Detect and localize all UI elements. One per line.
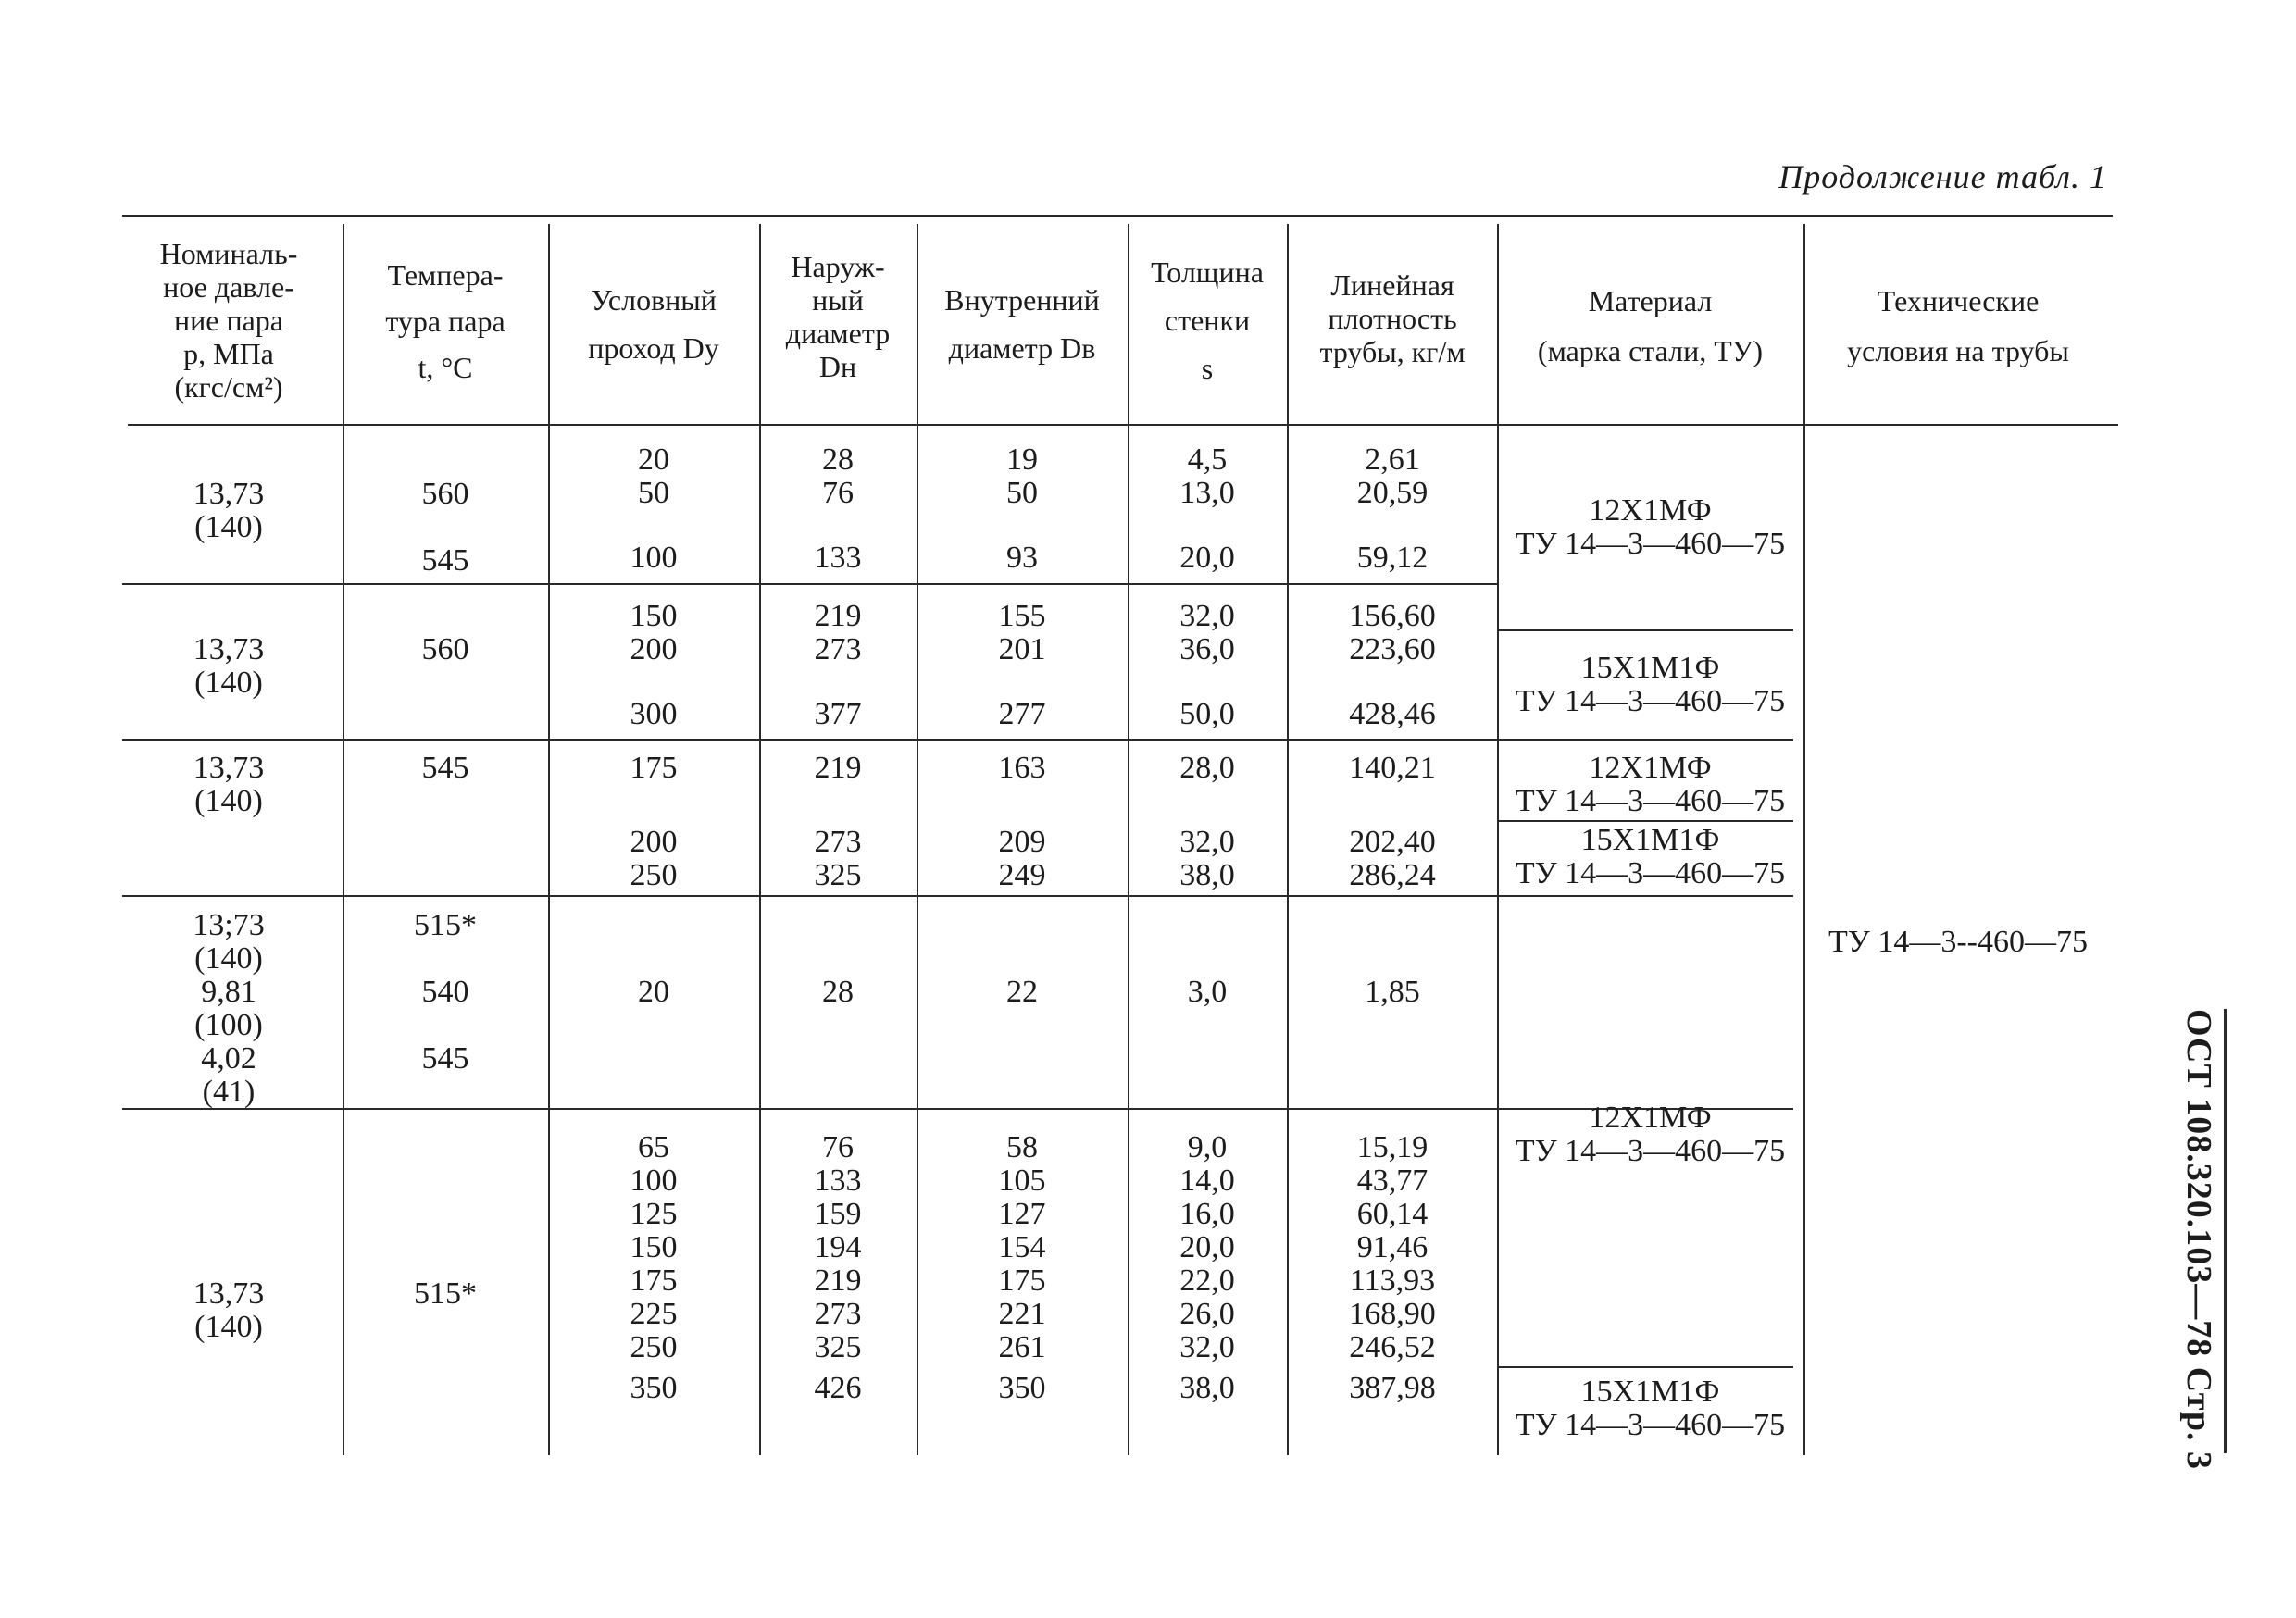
header-linear-density: Линейная плотность трубы, кг/м — [1319, 268, 1466, 368]
nominal-bore-column: 20 50 100 — [630, 442, 678, 575]
header-inner-diameter: Внутренний диаметр Dв — [944, 283, 1100, 365]
pressure-cell: 13,73 (140) — [193, 632, 265, 700]
temperature-cell: 545 — [421, 751, 469, 785]
pressure-cell: 13,73 (140) — [193, 477, 265, 544]
table-caption: Продолжение табл. 1 — [1778, 158, 2107, 195]
pressure-cell: 13,73 (140) — [193, 1276, 265, 1344]
material-divider — [1497, 739, 1793, 741]
temperature-cell: 540 — [421, 975, 469, 1009]
temperature-cell: 515* — [414, 908, 477, 942]
header-material: Материал (марка стали, ТУ) — [1537, 284, 1764, 367]
header-outer-diameter: Наруж- ный диаметр Dн — [785, 250, 891, 383]
outer-diameter-column: 76 133 159 194 219 273 325 426 — [814, 1130, 862, 1405]
material-cell: 12Х1МФ ТУ 14—3—460—75 — [1515, 751, 1786, 818]
column-rule — [343, 224, 344, 1455]
outer-diameter-column: 28 76 133 — [814, 442, 862, 575]
inner-diameter-column: 163 209 249 — [998, 751, 1046, 892]
material-cell: 12Х1МФ ТУ 14—3—460—75 — [1515, 1101, 1786, 1168]
temperature-cell: 515* — [414, 1276, 477, 1311]
outer-diameter-column: 219 273 377 — [814, 599, 862, 731]
linear-density-column: 156,60 223,60 428,46 — [1349, 599, 1436, 731]
inner-diameter-column: 19 50 93 — [1006, 442, 1038, 575]
header-temperature: Темпера- тура пара t, °C — [385, 258, 505, 384]
group-divider — [122, 895, 1497, 897]
header-bottom-rule — [128, 424, 2118, 426]
linear-density-column: 2,61 20,59 59,12 — [1356, 442, 1429, 575]
pressure-cell: 13;73 (140) 9,81 (100) 4,02 (41) — [193, 908, 265, 1109]
inner-diameter-column: 58 105 127 154 175 221 261 350 — [998, 1130, 1046, 1405]
column-rule — [1803, 224, 1805, 1455]
material-cell: 15Х1М1Ф ТУ 14—3—460—75 — [1515, 1375, 1786, 1442]
wall-thickness-column: 28,0 32,0 38,0 — [1179, 751, 1235, 892]
document-side-label: ОСТ 108.320.103—78 Стр. 3 — [2179, 1009, 2218, 1471]
wall-thickness-column: 4,5 13,0 20,0 — [1179, 442, 1235, 575]
nominal-bore-column: 175 200 250 — [630, 751, 678, 892]
material-divider — [1497, 629, 1793, 631]
header-wall-thickness: Толщина стенки s — [1151, 255, 1264, 385]
nominal-bore-cell: 20 — [638, 975, 669, 1009]
nominal-bore-column: 150 200 300 — [630, 599, 678, 731]
material-cell: 15Х1М1Ф ТУ 14—3—460—75 — [1515, 651, 1786, 718]
wall-thickness-column: 32,0 36,0 50,0 — [1179, 599, 1235, 731]
linear-density-column: 15,19 43,77 60,14 91,46 113,93 168,90 246,52 387,98 — [1349, 1130, 1436, 1405]
wall-thickness-cell: 3,0 — [1187, 975, 1228, 1009]
linear-density-column: 140,21 202,40 286,24 — [1349, 751, 1436, 892]
temperature-cell: 545 — [421, 1041, 469, 1076]
inner-diameter-cell: 22 — [1006, 975, 1038, 1009]
header-nominal-bore: Условный проход Dу — [588, 283, 719, 365]
group-divider — [122, 739, 1497, 741]
pressure-cell: 13,73 (140) — [193, 751, 265, 818]
nominal-bore-column: 65 100 125 150 175 225 250 350 — [630, 1130, 678, 1405]
material-divider — [1497, 1366, 1793, 1368]
material-divider — [1497, 895, 1793, 897]
temperature-cell: 545 — [421, 543, 469, 578]
group-divider — [122, 583, 1497, 585]
material-cell: 12Х1МФ ТУ 14—3—460—75 — [1515, 493, 1786, 561]
temperature-cell: 560 — [421, 632, 469, 666]
side-label-rule — [2224, 1009, 2227, 1453]
inner-diameter-column: 155 201 277 — [998, 599, 1046, 731]
temperature-cell: 560 — [421, 477, 469, 511]
material-divider — [1497, 820, 1793, 822]
outer-diameter-column: 219 273 325 — [814, 751, 862, 892]
material-cell: 15Х1М1Ф ТУ 14—3—460—75 — [1515, 823, 1786, 890]
header-pressure: Номиналь- ное давле- ние пара p, МПа (кгс/см²) — [159, 237, 298, 404]
technical-conditions-cell: ТУ 14—3-‑460—75 — [1828, 925, 2088, 959]
outer-diameter-cell: 28 — [822, 975, 854, 1009]
wall-thickness-column: 9,0 14,0 16,0 20,0 22,0 26,0 32,0 38,0 — [1179, 1130, 1235, 1405]
header-technical-conditions: Технические условия на трубы — [1847, 284, 2069, 367]
linear-density-cell: 1,85 — [1365, 975, 1420, 1009]
table-top-rule — [122, 215, 2113, 217]
